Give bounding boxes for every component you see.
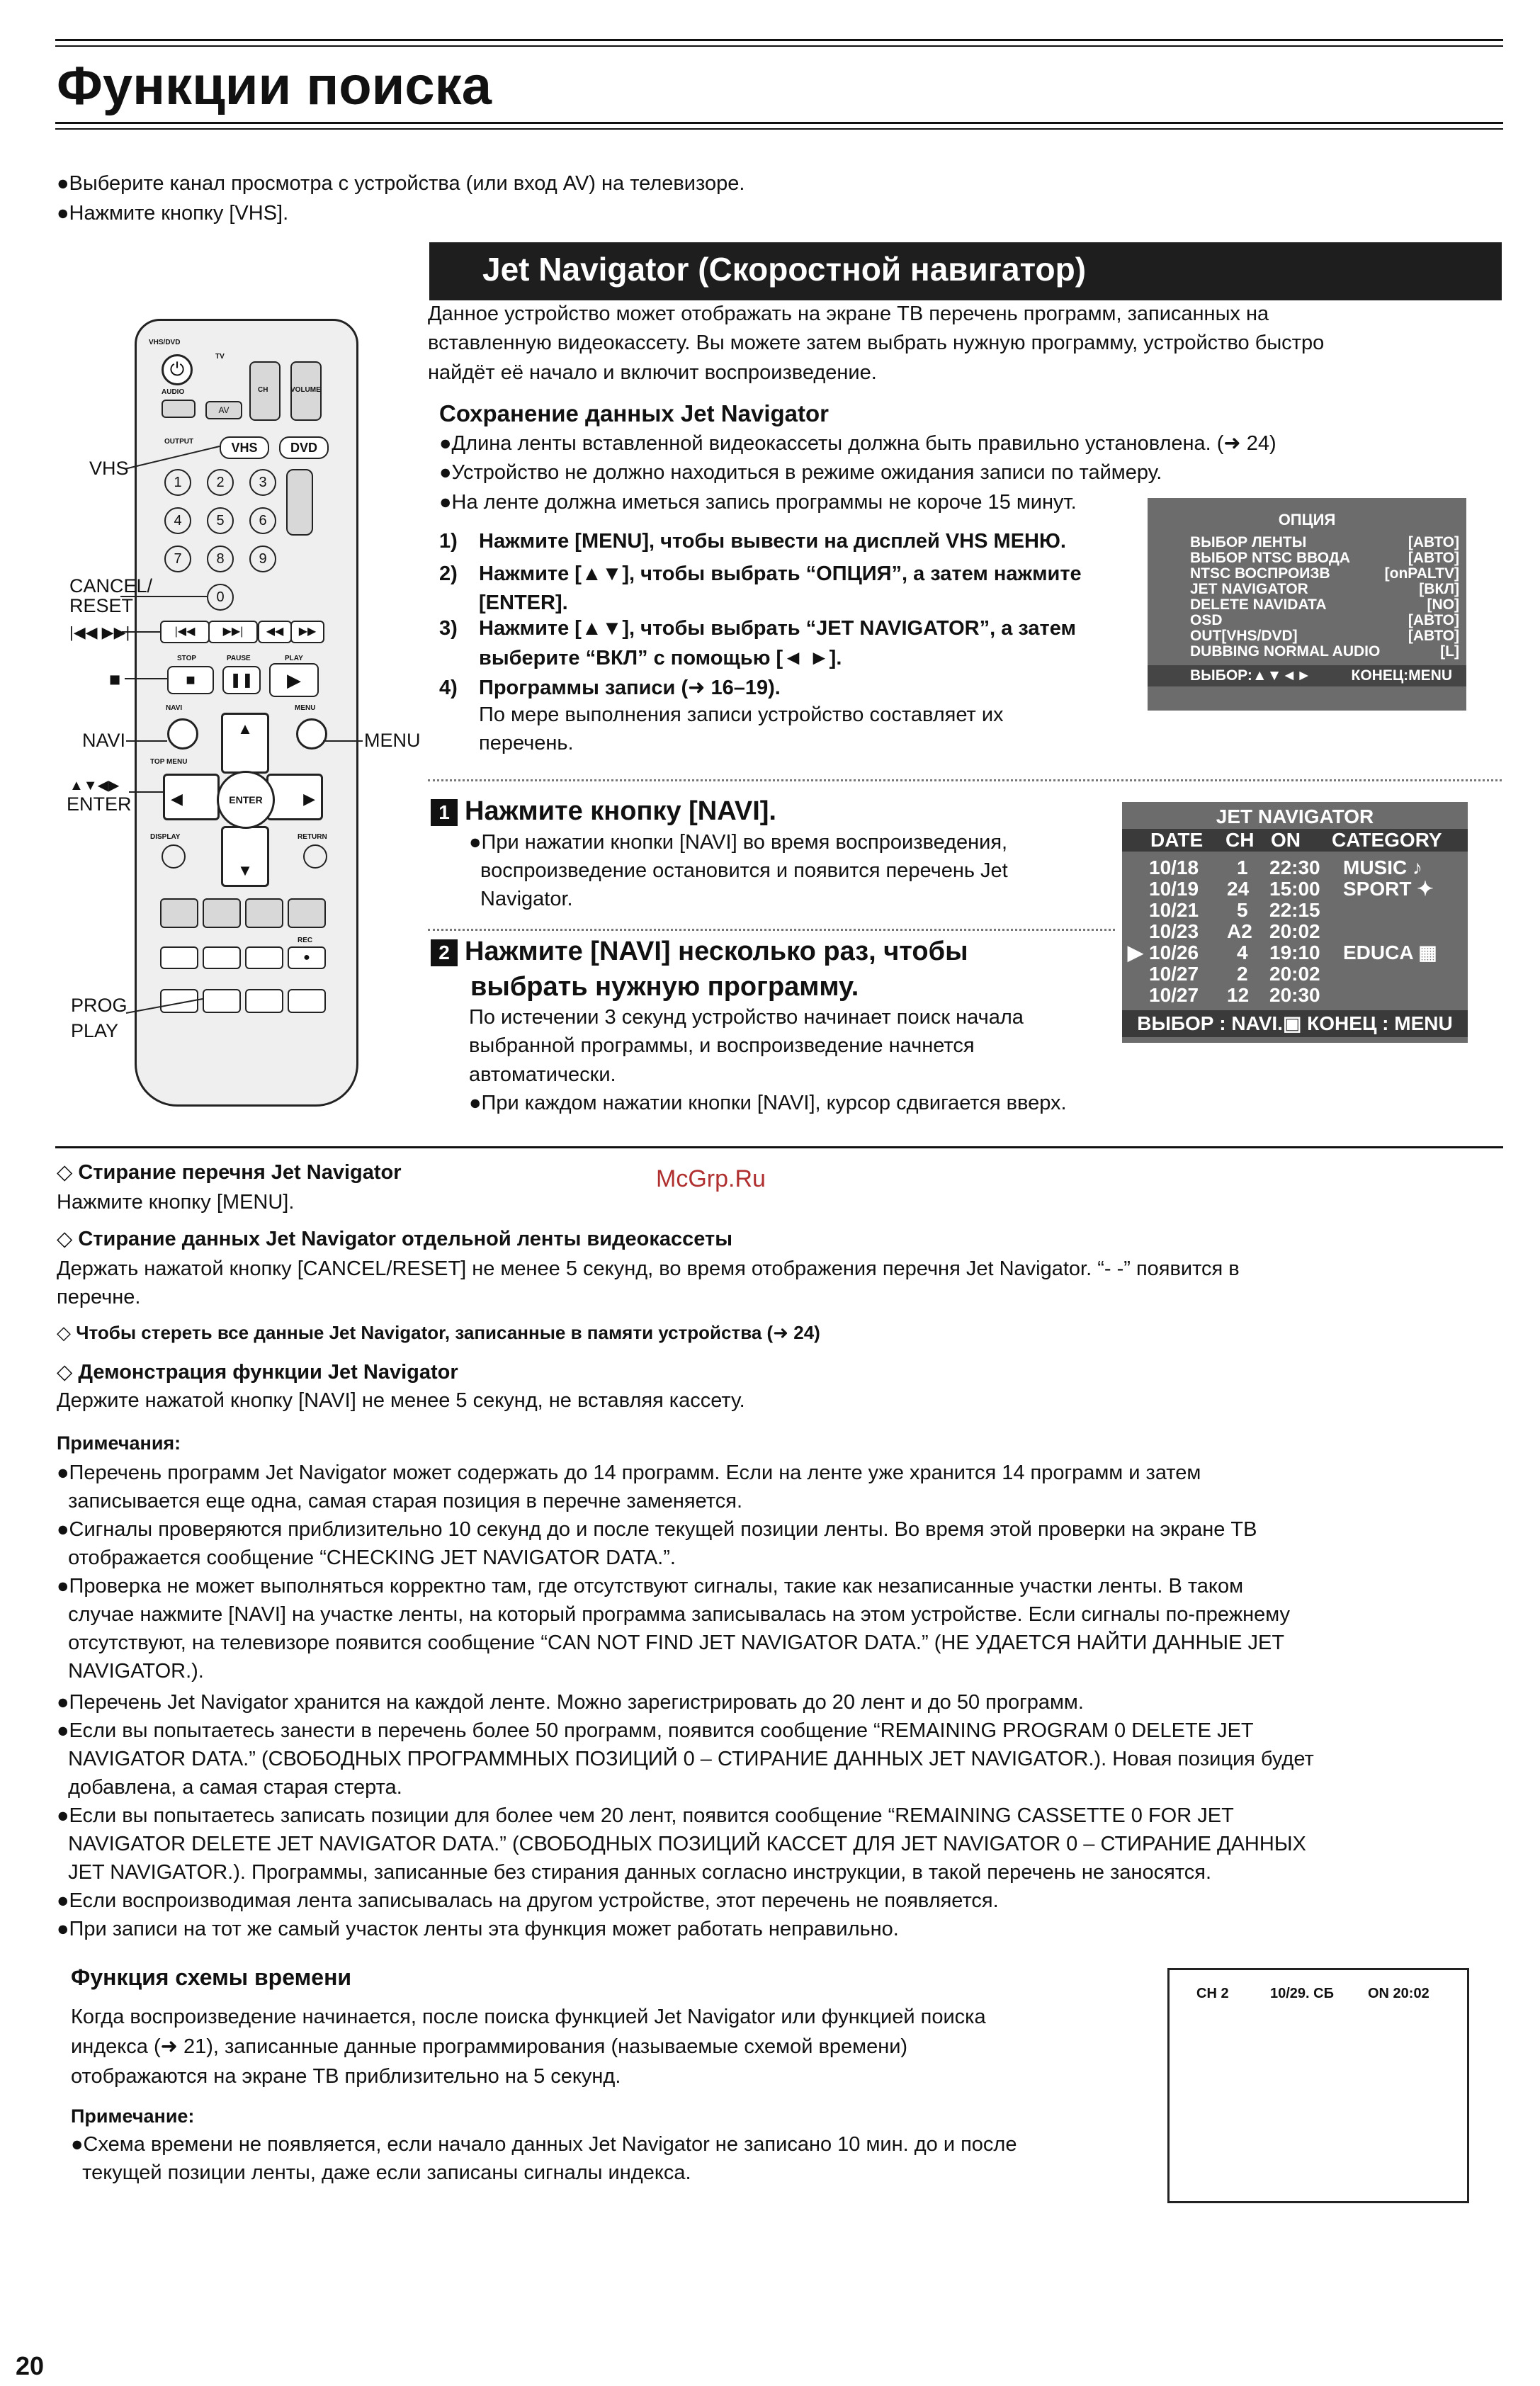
remote-label-prog: PROG xyxy=(71,995,128,1016)
item-title: ◇ Стирание данных Jet Navigator отдельной ленты видеокассеты xyxy=(57,1228,732,1250)
remote-caption: PAUSE xyxy=(227,655,251,662)
page-title: Функции поиска xyxy=(57,56,492,116)
remote-caption: AUDIO xyxy=(162,388,185,396)
timemap-on-time: ON 20:02 xyxy=(1368,1986,1429,2001)
note-line: добавлена, а самая старая стерта. xyxy=(57,1776,402,1799)
jet-navigator-header: DATE CH ON CATEGORY xyxy=(1122,829,1468,852)
step-text: Нажмите [▲▼], чтобы выбрать “JET NAVIGATOR”, а затем xyxy=(479,617,1076,640)
step-note: По мере выполнения записи устройство составляет их xyxy=(479,703,1004,726)
note-line: NAVIGATOR DATA.” (СВОБОДНЫХ ПРОГРАММНЫХ ПОЗИЦИЙ 0 – СТИРАНИЕ ДАННЫХ JET NAVIGATOR.). Новая позиция будет xyxy=(57,1748,1314,1770)
note-line: ●Если вы попытаетесь записать позиции для более чем 20 лент, появится сообщение “REMAINING CASSETTE 0 FOR JET xyxy=(57,1804,1234,1827)
item-text: Держать нажатой кнопку [CANCEL/RESET] не менее 5 секунд, во время отображения перечня Jet Navigator. “- -” появится в xyxy=(57,1257,1240,1280)
top-rule-1 xyxy=(55,39,1503,41)
step2-text: выбранной программы, и воспроизведение начнется xyxy=(469,1034,975,1057)
note-line: JET NAVIGATOR.). Программы, записанные без стирания данных согласно инструкции, в такой перечень не заносятся. xyxy=(57,1861,1212,1884)
slow-search-fwd-key[interactable]: ▶▶ xyxy=(290,621,324,643)
step1-text: Navigator. xyxy=(480,888,573,910)
jet-navigator-row: 10/27 12 20:30 xyxy=(1149,984,1320,1006)
note-line: NAVIGATOR.). xyxy=(57,1660,204,1683)
jet-navigator-title: JET NAVIGATOR xyxy=(1216,805,1374,827)
jet-navigator-row-selected: ▶ 10/26 4 19:10 EDUCA ▦ xyxy=(1128,942,1437,963)
timemap-text: индекса (➜ 21), записанные данные программирования (называемые схемой времени) xyxy=(71,2035,908,2058)
option-row: JET NAVIGATOR [ВКЛ] xyxy=(1190,581,1459,597)
timemap-note: ●Схема времени не появляется, если начало данных Jet Navigator не записано 10 мин. до и после xyxy=(71,2133,1017,2156)
option-row: OUT[VHS/DVD] [АВТО] xyxy=(1190,628,1459,644)
section-title-bar xyxy=(429,242,1502,300)
description-line: вставленную видеокассету. Вы можете затем выбрать нужную программу, устройство быстро xyxy=(428,332,1325,354)
remote-caption: TV xyxy=(215,353,225,361)
save-bullet: ●Устройство не должно находиться в режиме ожидания записи по таймеру. xyxy=(439,461,1162,484)
note-line: ●Сигналы проверяются приблизительно 10 секунд до и после текущей позиции ленты. Во время этой проверки на экране ТВ xyxy=(57,1518,1257,1541)
number-key-8[interactable]: 8 xyxy=(207,545,234,572)
jet-navigator-footer: ВЫБОР : NAVI.▣ КОНЕЦ : MENU xyxy=(1122,1010,1468,1037)
av-key[interactable]: AV xyxy=(205,401,242,419)
remote-label-menu: MENU xyxy=(364,730,421,751)
description-line: Данное устройство может отображать на экране ТВ перечень программ, записанных на xyxy=(428,303,1269,325)
pause-key[interactable]: ❚❚ xyxy=(222,666,261,694)
title-rule-1 xyxy=(55,122,1503,124)
option-row: DUBBING NORMAL AUDIO [L] xyxy=(1190,643,1459,660)
item-title: ◇ Стирание перечня Jet Navigator xyxy=(57,1161,402,1184)
remote-label-stop: ■ xyxy=(109,669,121,690)
step2-number: 2 xyxy=(431,939,458,966)
note-line: ●Перечень программ Jet Navigator может содержать до 14 программ. Если на ленте уже хранится 14 программ и затем xyxy=(57,1461,1201,1484)
note-line: отображается сообщение “CHECKING JET NAVIGATOR DATA.”. xyxy=(57,1547,676,1569)
cancel-reset-key[interactable]: 0 xyxy=(207,584,234,611)
remote-caption: PLAY xyxy=(285,655,303,662)
power-button[interactable]: ⏻ xyxy=(162,354,193,385)
remote-caption: DISPLAY xyxy=(150,833,181,841)
note-line: ●Если воспроизводимая лента записывалась на другом устройстве, этот перечень не появляется. xyxy=(57,1889,999,1912)
note-line: ●Перечень Jet Navigator хранится на каждой ленте. Можно зарегистрировать до 20 лент и до 50 программ. xyxy=(57,1691,1084,1714)
remote-label-enter: ENTER xyxy=(67,793,132,815)
note-line: ●Проверка не может выполняться корректно там, где отсутствуют сигналы, такие как незаписанные участки ленты. В таком xyxy=(57,1575,1244,1598)
jet-navigator-row: 10/19 24 15:00 SPORT ✦ xyxy=(1149,878,1434,900)
rec-key[interactable]: ● xyxy=(288,946,326,969)
jet-navigator-row: 10/27 2 20:02 xyxy=(1149,963,1320,985)
timemap-note-heading: Примечание: xyxy=(71,2105,195,2127)
number-key-6[interactable]: 6 xyxy=(249,507,276,534)
timemap-text: отображаются на экране ТВ приблизительно на 5 секунд. xyxy=(71,2065,621,2088)
note-line: случае нажмите [NAVI] на участке ленты, на который программа записывалась на этом устройстве. Если сигналы по-прежнему xyxy=(57,1603,1291,1626)
remote-caption: TOP MENU xyxy=(150,758,188,766)
jet-navigator-row: 10/18 1 22:30 MUSIC ♪ xyxy=(1149,856,1422,878)
option-menu-screen xyxy=(1148,498,1466,711)
cursor-icon: ▶ xyxy=(1128,942,1143,963)
number-key-4[interactable]: 4 xyxy=(164,507,191,534)
step-text: Нажмите [▲▼], чтобы выбрать “ОПЦИЯ”, а затем нажмите xyxy=(479,562,1082,585)
top-rule-2 xyxy=(55,45,1503,47)
step1-text: воспроизведение остановится и появится перечень Jet xyxy=(480,859,1008,882)
step2-title: выбрать нужную программу. xyxy=(470,972,859,1002)
item-text: перечне. xyxy=(57,1286,141,1308)
item-text: Нажмите кнопку [MENU]. xyxy=(57,1191,295,1214)
dpad-right-key[interactable]: ▶ xyxy=(266,774,323,820)
remote-caption: REC xyxy=(298,937,313,944)
notes-heading: Примечания: xyxy=(57,1432,181,1454)
dpad-up-key[interactable]: ▲ xyxy=(221,713,269,774)
step-text: выберите “ВКЛ” с помощью [◄ ►]. xyxy=(479,647,842,669)
step-number: 2) xyxy=(439,562,458,585)
timemap-date: 10/29. СБ xyxy=(1270,1986,1334,2001)
save-bullet: ●На ленте должна иметься запись программы не короче 15 минут. xyxy=(439,491,1077,514)
jet-navigator-row: 10/21 5 22:15 xyxy=(1149,899,1320,921)
option-row: NTSC ВОСПРОИЗВ [onPALTV] xyxy=(1190,565,1459,582)
remote-label-skip: |◀◀ ▶▶| xyxy=(69,623,130,641)
number-key-1[interactable]: 1 xyxy=(164,469,191,496)
option-row: ВЫБОР ЛЕНТЫ [АВТО] xyxy=(1190,534,1459,550)
note-line: ●При записи на тот же самый участок ленты эта функция может работать неправильно. xyxy=(57,1918,899,1940)
dpad-down-key[interactable]: ▼ xyxy=(221,826,269,887)
note-line: ●Если вы попытаетесь занести в перечень более 50 программ, появится сообщение “REMAINING PROGRAM 0 DELETE JET xyxy=(57,1719,1254,1742)
note-line: отсутствуют, на телевизоре появится сообщение “CAN NOT FIND JET NAVIGATOR DATA.” (НЕ УДАЕТСЯ НАЙТИ ДАННЫЕ JET xyxy=(57,1632,1285,1654)
section-title: Jet Navigator (Скоростной навигатор) xyxy=(482,251,1087,288)
title-rule-2 xyxy=(55,128,1503,130)
remote-label-play: PLAY xyxy=(71,1020,119,1041)
remote-caption: OUTPUT xyxy=(164,438,194,446)
note-line: NAVIGATOR DELETE JET NAVIGATOR DATA.” (СВОБОДНЫХ ПОЗИЦИЙ КАССЕТ ДЛЯ JET NAVIGATOR 0 – СТИРАНИЕ ДАННЫХ xyxy=(57,1833,1306,1855)
remote-caption: NAVI xyxy=(166,704,183,712)
timemap-text: Когда воспроизведение начинается, после поиска функцией Jet Navigator или функцией поиска xyxy=(71,2006,986,2028)
skip-forward-key[interactable]: ▶▶| xyxy=(208,621,258,643)
remote-caption: STOP xyxy=(177,655,197,662)
step-text: Программы записи (➜ 16–19). xyxy=(479,677,781,699)
step-text: Нажмите [MENU], чтобы вывести на дисплей VHS МЕНЮ. xyxy=(479,530,1066,553)
remote-caption: MENU xyxy=(295,704,316,712)
step-number: 3) xyxy=(439,617,458,640)
remote-label-arrows: ▲▼◀▶ xyxy=(69,778,120,793)
option-row: ВЫБОР NTSC ВВОДА [АВТО] xyxy=(1190,550,1459,566)
note-line: записывается еще одна, самая старая позиция в перечне заменяется. xyxy=(57,1490,743,1513)
step-note: перечень. xyxy=(479,732,574,754)
section-divider xyxy=(55,1146,1503,1148)
remote-caption: VOLUME xyxy=(290,386,321,394)
remote-leader-lines xyxy=(0,283,496,1204)
option-menu-title: ОПЦИЯ xyxy=(1278,511,1336,528)
number-key-9[interactable]: 9 xyxy=(249,545,276,572)
item-title: ◇ Демонстрация функции Jet Navigator xyxy=(57,1361,458,1384)
remote-label-reset: RESET xyxy=(69,595,134,616)
skip-back-key[interactable]: |◀◀ xyxy=(160,621,210,643)
option-menu-footer: ВЫБОР:▲▼◄► КОНЕЦ:MENU xyxy=(1148,665,1466,686)
option-row: OSD [АВТО] xyxy=(1190,612,1459,628)
step-text: [ENTER]. xyxy=(479,592,568,614)
remote-label-vhs: VHS xyxy=(89,458,129,479)
remote-caption: CH xyxy=(258,386,268,394)
remote-label-navi: NAVI xyxy=(82,730,126,751)
dpad-left-key[interactable]: ◀ xyxy=(163,774,220,820)
timemap-note: текущей позиции ленты, даже если записаны сигналы индекса. xyxy=(71,2161,691,2184)
step-number: 4) xyxy=(439,677,458,699)
remote-caption: RETURN xyxy=(298,833,327,841)
stop-key[interactable]: ■ xyxy=(167,666,214,694)
number-key-7[interactable]: 7 xyxy=(164,545,191,572)
remote-caption: VHS/DVD xyxy=(149,339,181,346)
timemap-screen xyxy=(1167,1968,1469,2203)
number-key-3[interactable]: 3 xyxy=(249,469,276,496)
number-key-2[interactable]: 2 xyxy=(207,469,234,496)
save-bullet: ●Длина ленты вставленной видеокассеты должна быть правильно установлена. (➜ 24) xyxy=(439,432,1276,455)
dotted-separator xyxy=(428,779,1502,781)
step2-title: 2 Нажмите [NAVI] несколько раз, чтобы xyxy=(431,934,968,969)
step1-number: 1 xyxy=(431,799,458,826)
jet-navigator-row: 10/23 A2 20:02 xyxy=(1149,920,1320,942)
save-heading: Сохранение данных Jet Navigator xyxy=(439,400,829,426)
item-title: ◇ Чтобы стереть все данные Jet Navigator, записанные в памяти устройства (➜ 24) xyxy=(57,1322,820,1343)
item-text: Держите нажатой кнопку [NAVI] не менее 5 секунд, не вставляя кассету. xyxy=(57,1389,745,1412)
step2-text: автоматически. xyxy=(469,1063,616,1086)
dotted-separator xyxy=(428,929,1115,931)
dvd-key[interactable]: DVD xyxy=(279,436,329,459)
intro-line: ●Выберите канал просмотра с устройства (или вход AV) на телевизоре. xyxy=(57,172,745,195)
step1-title: 1 Нажмите кнопку [NAVI]. xyxy=(431,793,776,829)
step1-text: ●При нажатии кнопки [NAVI] во время воспроизведения, xyxy=(469,831,1008,854)
remote-label-cancel: CANCEL/ xyxy=(69,575,153,596)
intro-line: ●Нажмите кнопку [VHS]. xyxy=(57,202,289,225)
jet-navigator-screen xyxy=(1122,802,1468,1043)
timemap-channel: CH 2 xyxy=(1196,1986,1229,2001)
play-key[interactable]: ▶ xyxy=(269,663,319,697)
slow-search-rev-key[interactable]: ◀◀ xyxy=(258,621,292,643)
option-row: DELETE NAVIDATA [NO] xyxy=(1190,596,1459,613)
description-line: найдёт её начало и включит воспроизведение. xyxy=(428,361,877,384)
vhs-key[interactable]: VHS xyxy=(220,436,269,459)
timemap-heading: Функция схемы времени xyxy=(71,1964,352,1990)
step2-text: ●При каждом нажатии кнопки [NAVI], курсор сдвигается вверх. xyxy=(469,1092,1067,1114)
step-number: 1) xyxy=(439,530,458,553)
enter-key[interactable]: ENTER xyxy=(217,771,275,829)
watermark: McGrp.Ru xyxy=(656,1165,766,1192)
page-number: 20 xyxy=(16,2351,45,2380)
number-key-5[interactable]: 5 xyxy=(207,507,234,534)
step2-text: По истечении 3 секунд устройство начинает поиск начала xyxy=(469,1006,1024,1029)
